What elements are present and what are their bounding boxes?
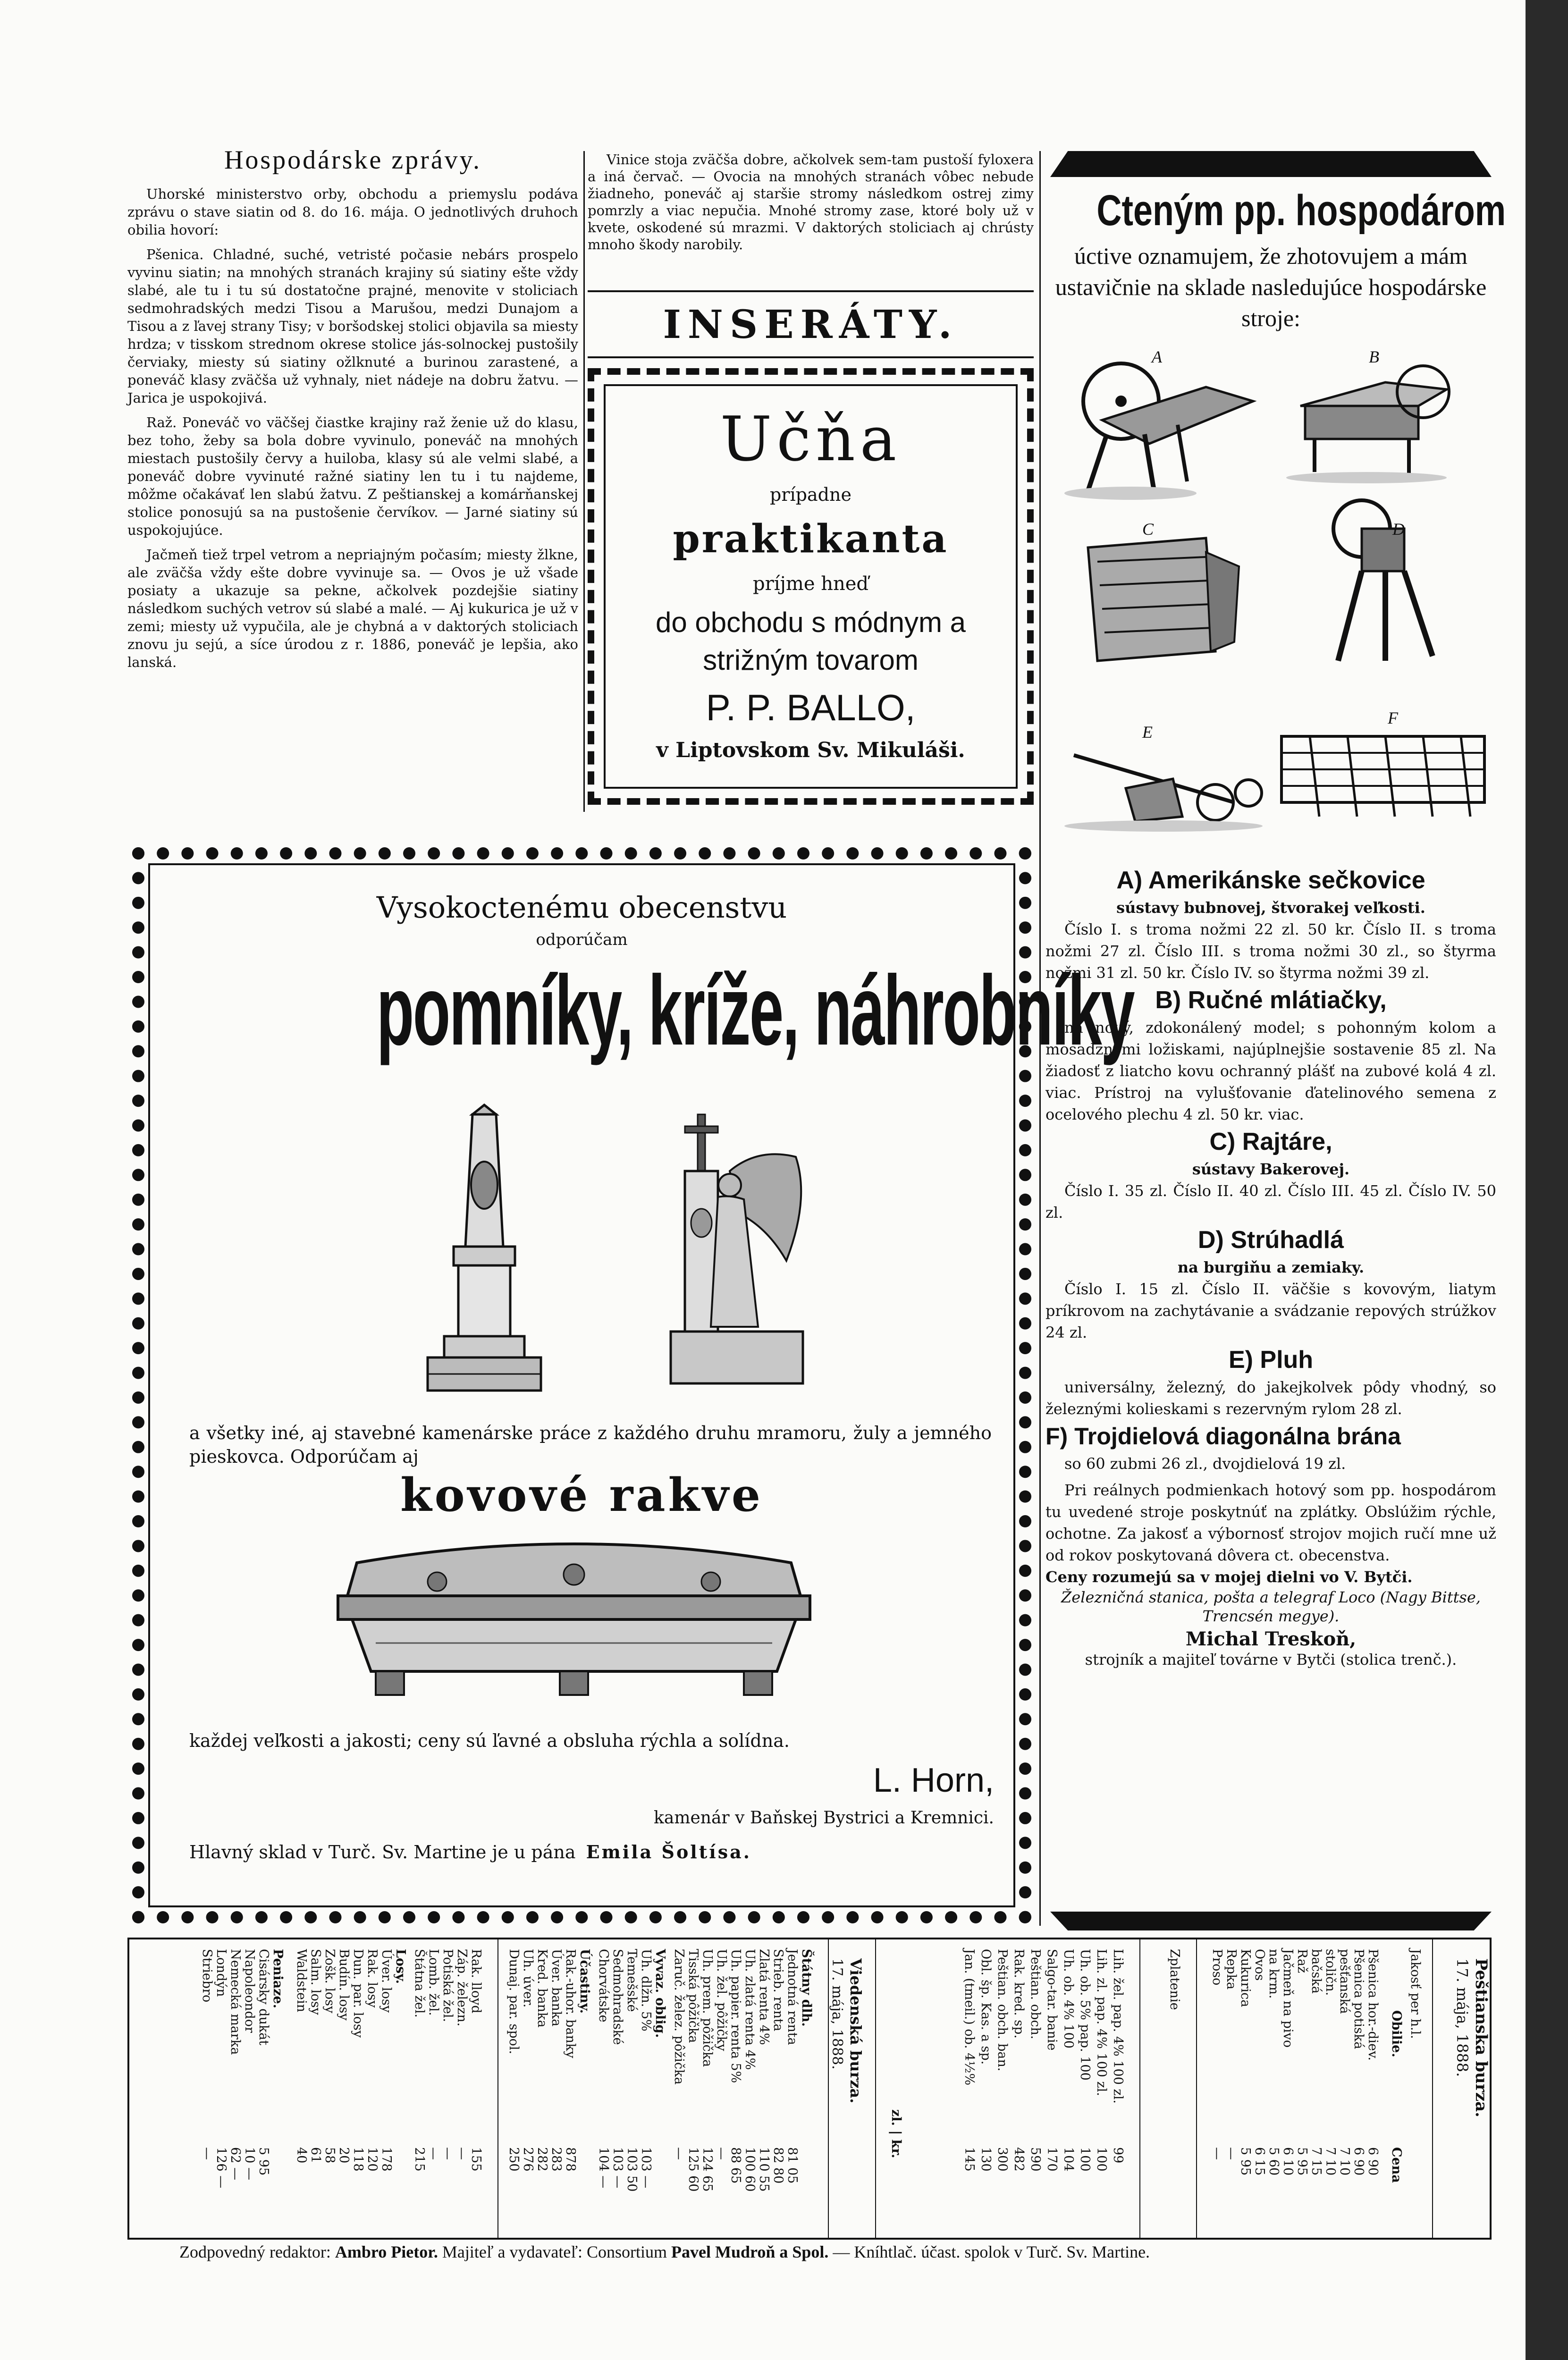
grain-price: 5 95 [1238,2147,1253,2176]
share-row: Potiská žel. [440,1949,455,2023]
share-price: — [455,2147,469,2160]
apprentice-hire: príjme hneď [752,573,869,595]
goods-price: 130 [978,2147,993,2172]
shares-header: Účastiny. [577,1949,592,2014]
coffin-text: každej veľkosti a jakosti; ceny sú ľavné a obsluha rýchla a solídna. [189,1730,790,1751]
grain-price: 6 10 [1281,2147,1295,2176]
money-price: 10 — [242,2147,257,2180]
bond-row: Chorvátske [596,1949,611,2023]
monument-ad-recommend: odporúčam [536,930,628,949]
currency-header: zl. | kr. [889,2109,903,2158]
section-e-title: E) Pluh [1228,1346,1314,1374]
coffin-headline: kovové rakve [400,1468,763,1522]
machine-price-list [1045,864,1496,1669]
share-price: 155 [469,2147,483,2172]
signature-sub: strojník a majiteľ továrne v Bytči (stolica trenč.). [1085,1651,1457,1669]
apprentice-trainee: praktikanta [673,516,949,562]
label-e: E [1142,723,1153,742]
goods-price: 104 [1061,2147,1076,2172]
goods-price: 100 [1078,2147,1092,2172]
goods-price: 170 [1045,2147,1059,2172]
bond-price: 104 — [596,2147,611,2189]
grain-row: Repka [1224,1949,1239,1990]
chaff-cutter-illustration [1064,363,1253,500]
share-price: 282 [535,2147,549,2172]
label-b: B [1369,347,1379,366]
share-price: 215 [412,2147,427,2172]
lottery-price: 20 [337,2147,351,2164]
stonemason-name: L. Horn, [873,1762,994,1799]
warehouse-prefix: Hlavný sklad v Turč. Sv. Martine je u pána [189,1842,576,1863]
share-row: Úver. banka [549,1949,564,2027]
state-debt-header: Štátny dlh. [799,1949,814,2027]
grain-row: Jačmeň na pivo [1281,1949,1295,2048]
security-row: Zaruč. želez. pôžička [672,1949,686,2085]
section-e-text: universálny, železný, do jakejkolvek pôdy vhodný, so železnými kolieskami s rezervným rylom 28 zl. [1045,1378,1496,1418]
security-row: Uh. papier. renta 5% [728,1949,743,2083]
section-c-sub: sústavy Bakerovej. [1192,1160,1350,1178]
stonemason-occupation: kamenár v Baňskej Bystrici a Kremnici. [654,1808,994,1828]
section-d-text: Číslo I. 15 zl. Číslo II. väčšie s kovovým, liatym príkrovom na zachytávanie a svádzanie repových strúžkov 24 zl. [1045,1280,1496,1341]
pest-exchange-title: Peštianska burza. [1472,1958,1491,2117]
apprentice-title: Učňa [720,403,902,475]
grain-price: 6 90 [1351,2147,1366,2176]
apprentice-shop: do obchodu s módnym a [655,607,966,638]
warehouse-line [189,1841,1020,1863]
grain-row: Raž [1295,1949,1309,1973]
security-price: — [672,2147,686,2160]
publisher-name: Pavel Mudroň a Spol. [671,2242,829,2261]
rye-paragraph: Raž. Poneváč vo väčšej čiastke krajiny raž ženie už do klasu, bez toho, žeby sa bola dobre vyvinulo, poneváč na mnohých miestach pustošily červy a huiloba, klasy sú ale velmi slabé, a poneváč dobre vyvinuté ražné siatiny len tu i tu najdeme, môžme očakávať len slabú žatvu. Z peštianskej a komárňanskej stolice ponosujú sa na pustošenie červíkov. — Jarné siatiny sú uspokojujúce. [127,414,578,538]
machine-ad-bottom-bar [1050,1912,1492,1930]
goods-row: Peštian. obch. [1028,1949,1043,2040]
root-grater-illustration [1333,500,1433,661]
bonds-header: Vyvaz. oblig. [653,1949,667,2038]
jakost-header: Jakosť per h.l. [1408,1949,1423,2039]
grain-price: 5 95 [1295,2147,1309,2176]
label-f: F [1388,708,1398,727]
security-price: 124 65 [700,2147,715,2192]
bond-row: Sedmohradské [610,1949,625,2045]
vineyard-news [588,151,1034,253]
threshing-machine-illustration [1286,366,1449,483]
lottery-price: 61 [308,2147,323,2164]
section-a-text: Číslo I. s troma nožmi 22 zl. 50 kr. Číslo II. s troma nožmi 27 zl. Číslo III. s troma nožmi 30 zl., so štyrma nožmi 31 zl. 50 kr. Číslo IV. so štyrma nožmi 39 zl. [1045,920,1496,982]
share-row: Dunaj. par. spol. [506,1949,521,2055]
apprentice-or: prípadne [770,484,851,505]
lottery-row: Úver. losy [379,1949,394,2013]
apprentice-ad [588,368,1034,805]
share-price: — [440,2147,455,2160]
editor-label: Zodpovedný redaktor: [179,2242,331,2261]
goods-row: Peštian. obch. ban. [995,1949,1010,2072]
security-row: Uh. žel. pôžičky [714,1949,729,2051]
lottery-row: Zošk. losy [322,1949,337,2014]
closing-text: Pri reálnych podmienkach hotový som pp. hospodárom tu uvedené stroje poskytnúť na zplátky. Obslúžim rýchle, ochotne. Za jakosť a výbornosť strojov mojich ručí mne už od rokov poskytovaná dôvera ct. obecenstva. [1045,1481,1496,1564]
monument-headline: pomníky, kríže, náhrobníky [376,955,1134,1066]
advertisements-heading: INSERÁTY. [663,302,959,347]
grain-row: Pšenica potiská [1351,1949,1366,2049]
money-header: Peniaze. [270,1949,285,2009]
machines-illustration [1055,349,1496,850]
grain-price: 6 90 [1366,2147,1380,2176]
share-row: Rak.-uhor. banky [563,1949,578,2058]
security-row: Jednotná renta [785,1949,800,2045]
money-price: 126 — [214,2147,228,2189]
goods-price: 482 [1012,2147,1026,2172]
goods-price: 300 [995,2147,1010,2172]
vienna-exchange-date: 17. mája, 1888. [829,1958,845,2070]
grain-price: 7 10 [1337,2147,1352,2176]
machine-ad-intro: úctive oznamujem, že zhotovujem a mám ustavičnie na sklade nasledujúce hospodárske stroje: [1055,243,1487,331]
share-row: Lomb. žel. [426,1949,441,2016]
lottery-row: Rak. losy [365,1949,379,2008]
lottery-price: 120 [365,2147,379,2172]
bond-row: Temešské [624,1949,639,2012]
grain-row: bačská [1309,1949,1324,1994]
monument-ad-text: a všetky iné, aj stavebné kamenárske práce z každého druhu mramoru, žuly a jemného pieskovca. Odporúčam aj [189,1423,992,1467]
goods-price: 145 [962,2147,977,2172]
share-row: Štátna žel. [412,1949,427,2018]
lottery-row: Budín. losy [337,1949,351,2021]
security-price: 125 60 [686,2147,700,2192]
section-f-text: so 60 zubmi 26 zl., dvojdielová 19 zl. [1064,1455,1346,1473]
security-price: 100 60 [742,2147,757,2192]
machine-ad-title-wrap [1045,184,1506,238]
goods-row: Jan. (tmeil.) ob. 4½% [962,1949,977,2086]
column-rule [583,151,585,812]
winnower-illustration [1088,538,1239,661]
lottery-price: 40 [294,2147,309,2164]
section-divider [588,356,1034,358]
grain-row: Ovos [1252,1949,1267,1981]
pest-exchange-date: 17. mája, 1888. [1453,1958,1471,2077]
security-price: 110 55 [757,2147,771,2192]
bond-price: 103 50 [624,2147,639,2192]
monument-ad [132,847,1134,1923]
page-edge-shadow [1526,0,1568,2360]
grain-price: — [1210,2147,1224,2160]
grain-price: 6 15 [1252,2147,1267,2176]
section-b-title: B) Ručné mlátiačky, [1155,986,1387,1014]
grain-row: pešťanská [1337,1949,1352,2014]
grain-row: Proso [1210,1949,1224,1986]
section-d-title: D) Strúhadlá [1197,1226,1344,1254]
coffin-illustration [300,1530,848,1709]
harrow-illustration [1281,736,1484,817]
share-price: 878 [563,2147,578,2172]
goods-row: Uh. ob. 5% pap. 100 [1078,1949,1092,2081]
machine-ad-title: Cteným pp. hospodárom [1096,186,1506,235]
goods-row: Uh. ob. 4% 100 [1061,1949,1076,2048]
grain-price: 5 60 [1266,2147,1281,2176]
security-row: Strieb. renta [771,1949,785,2031]
lottery-row: Waldstein [294,1949,309,2013]
bond-row: Uh. dlžn. 5% [639,1949,653,2031]
bond-price: 103 — [639,2147,653,2189]
money-price: — [200,2147,214,2160]
monument-headline-wrap [144,955,1134,1066]
money-row: Londýn [214,1949,228,1997]
grain-row: Pšenica hor.-diev. [1366,1949,1380,2061]
goods-price: 99 [1111,2147,1125,2164]
money-row: Napoleondor [242,1949,257,2033]
lottery-price: 118 [351,2147,365,2172]
security-row: Uh. prem. pôžička [700,1949,715,2067]
economic-news-column [127,145,578,678]
station-note: Železničná stanica, pošta a telegraf Loco (Nagy Bittse, Trencsén megye). [1061,1588,1481,1625]
wheat-paragraph: Pšenica. Chladné, suché, vetristé počasie nebárs prospelo vyvinu siatin; na mnohých stranách krajiny sú siatiny ešte vždy slabé, ale tu i tu sú dostatočne prajné, menovite v stoliciach sedmohradských medzi Tisou a Marušou, medzi Dunajom a Tisou a z ľavej strany Tisy; v boršodskej stolici objavila sa miesty hrdza; v tisskom strednom okrese stolice jás-solnockej pustošily červiaky, miesty sú siatiny ožlknuté a burinou zarastené, a poneváč klasy zväčša už vyhnaly, niet nádeje na dobru žatvu. — Jarica je uspokojivá. [127,246,578,406]
money-row: Nemecká marka [228,1949,243,2055]
share-row: Uh. úver. [521,1949,535,2008]
goods-price: 100 [1094,2147,1109,2172]
signature: Michal Treskoň, [1185,1628,1357,1650]
section-divider [588,290,1034,292]
section-f-title: F) Trojdielová diagonálna brána [1045,1423,1401,1450]
grain-price: — [1224,2147,1239,2160]
grain-header: Obilie. [1389,2010,1404,2057]
warehouse-name: Emila Šoltísa. [586,1841,751,1863]
label-c: C [1142,520,1154,539]
grain-row: stoličn. [1323,1949,1338,1996]
lottery-row: Salm. losy [308,1949,323,2015]
economic-news-heading: Hospodárske zprávy. [224,145,482,175]
security-price: 88 65 [728,2147,743,2184]
apprentice-firm: P. P. BALLO, [706,687,916,728]
lottery-row: Dun. par. losy [351,1949,365,2038]
grain-price-header: Cena [1389,2147,1404,2183]
barley-paragraph: Jačmeň tiež trpel vetrom a nepriajným počasím; miesty žlkne, ale zväčša vždy ešte dobre vyvinuje sa. — Ovos je už všade posiaty a ukazuje sa pekne, ačkolvek pozdejšie siatiny následkom suchých vetrov sú slabé a malé. — Aj kukurica je už v zemi; miesty už vypučila, ale je chybná a v daktorých stoliciach znovu ju sejú, a síce úrodou z r. 1886, poneváč je lepšia, ako lanská. [127,547,578,670]
machine-ad-top-bar [1050,151,1492,177]
obelisk-illustration [409,1105,560,1398]
lottery-price: 58 [322,2147,337,2164]
printer-info: — Kníhtlač. účast. spolok v Turč. Sv. Martine. [833,2242,1150,2261]
section-d-sub: na burgiňu a zemiaky. [1177,1258,1365,1276]
monument-ad-greeting: Vysokoctenému obecenstvu [376,890,787,925]
money-row: Cisársky dukát [256,1949,271,2046]
vienna-exchange-title: Viedenská burza. [847,1958,865,2104]
share-price: 250 [506,2147,521,2172]
grain-price: 7 10 [1323,2147,1338,2176]
grain-row: na krm. [1266,1949,1281,1999]
goods-row: Lih. zl. pap. 4% 100 zl. [1094,1949,1109,2096]
section-c-title: C) Rajtáre, [1209,1128,1332,1155]
goods-row: Salgo-tar. banie [1045,1949,1059,2051]
security-row: Uh. zlatá renta 4% [742,1949,757,2070]
share-price: — [426,2147,441,2160]
lottery-price: 178 [379,2147,394,2172]
machine-ad [1045,184,1506,334]
section-a-sub: sústavy bubnovej, štvorakej veľkosti. [1116,899,1425,917]
editor-name: Ambro Pietor. [335,2242,438,2261]
share-row: Rak. lloyd [469,1949,483,2014]
security-price: — [714,2147,729,2160]
section-b-text: na nový, zdokonálený model; s pohonným kolom a mosadznými ložiskami, najúplnejšie sostavenie 85 zl. Na žiadosť z liatcho kovu ochranný plášť na zubové kolá 4 zl. viac. Prístroj na vylušťovanie ďatelinového semena z ocelového plechu 4 zl. 50 kr. viac. [1045,1019,1496,1123]
angel-cross-illustration [659,1105,815,1398]
label-a: A [1152,347,1162,366]
security-price: 81 05 [785,2147,800,2184]
lottery-header: Losy. [393,1949,408,1984]
zplat-header: Zplatenie [1167,1949,1182,2010]
share-price: 276 [521,2147,535,2172]
grain-price: 7 15 [1309,2147,1324,2176]
apprentice-place: v Liptovskom Sv. Mikuláši. [656,738,965,762]
security-price: 82 80 [771,2147,785,2184]
plough-illustration [1064,755,1263,832]
section-a-title: A) Amerikánske sečkovice [1116,867,1425,894]
money-price: 62 — [228,2147,243,2180]
economic-news-intro: Uhorské ministerstvo orby, obchodu a priemyslu podáva zprávu o stave siatin od 8. do 16. mája. O jednotlivých druhoch obilia hovorí: [127,186,578,238]
share-row: Kred. banka [535,1949,549,2028]
section-c-text: Číslo I. 35 zl. Číslo II. 40 zl. Číslo III. 45 zl. Číslo IV. 50 zl. [1045,1182,1496,1222]
money-price: 5 95 [256,2147,271,2176]
prices-note: Ceny rozumejú sa v mojej dielni vo V. Bytči. [1045,1568,1413,1586]
grain-row: Kukurica [1238,1949,1253,2007]
market-reports [127,1938,1492,2240]
share-row: Záp. železn. [455,1949,469,2027]
apprentice-goods: strižným tovarom [703,644,919,676]
goods-row: Rak. kred. sp. [1012,1949,1026,2039]
bond-price: 103 — [610,2147,625,2189]
money-row: Striebro [200,1949,214,2003]
goods-price: 590 [1028,2147,1043,2172]
share-price: 283 [549,2147,564,2172]
security-row: Zlatá renta 4% [757,1949,771,2045]
publisher-label: Majiteľ a vydavateľ: Consortium [442,2242,667,2261]
vineyard-paragraph: Vinice stoja zväčša dobre, ačkolvek sem-tam pustoší fyloxera a iná červač. — Ovocia na mnohých stranách vôbec nebude žiadneho, poneváč aj staršie stromy následkom ostrej zimy pomrzly a viac nepučia. Mnohé stromy zase, ktoré boly už v kvete, oskodené sú mrazmi. V daktorých stoliciach aj chrústy mnoho škody narobily. [588,152,1034,253]
goods-row: Obl. šp. Kas. a sp. [978,1949,993,2065]
label-d: D [1392,520,1405,539]
imprint-footer [179,2242,1454,2262]
goods-row: Lih. žel. pap. 4% 100 zl. [1111,1949,1125,2104]
security-row: Tisská pôžička [686,1949,700,2043]
